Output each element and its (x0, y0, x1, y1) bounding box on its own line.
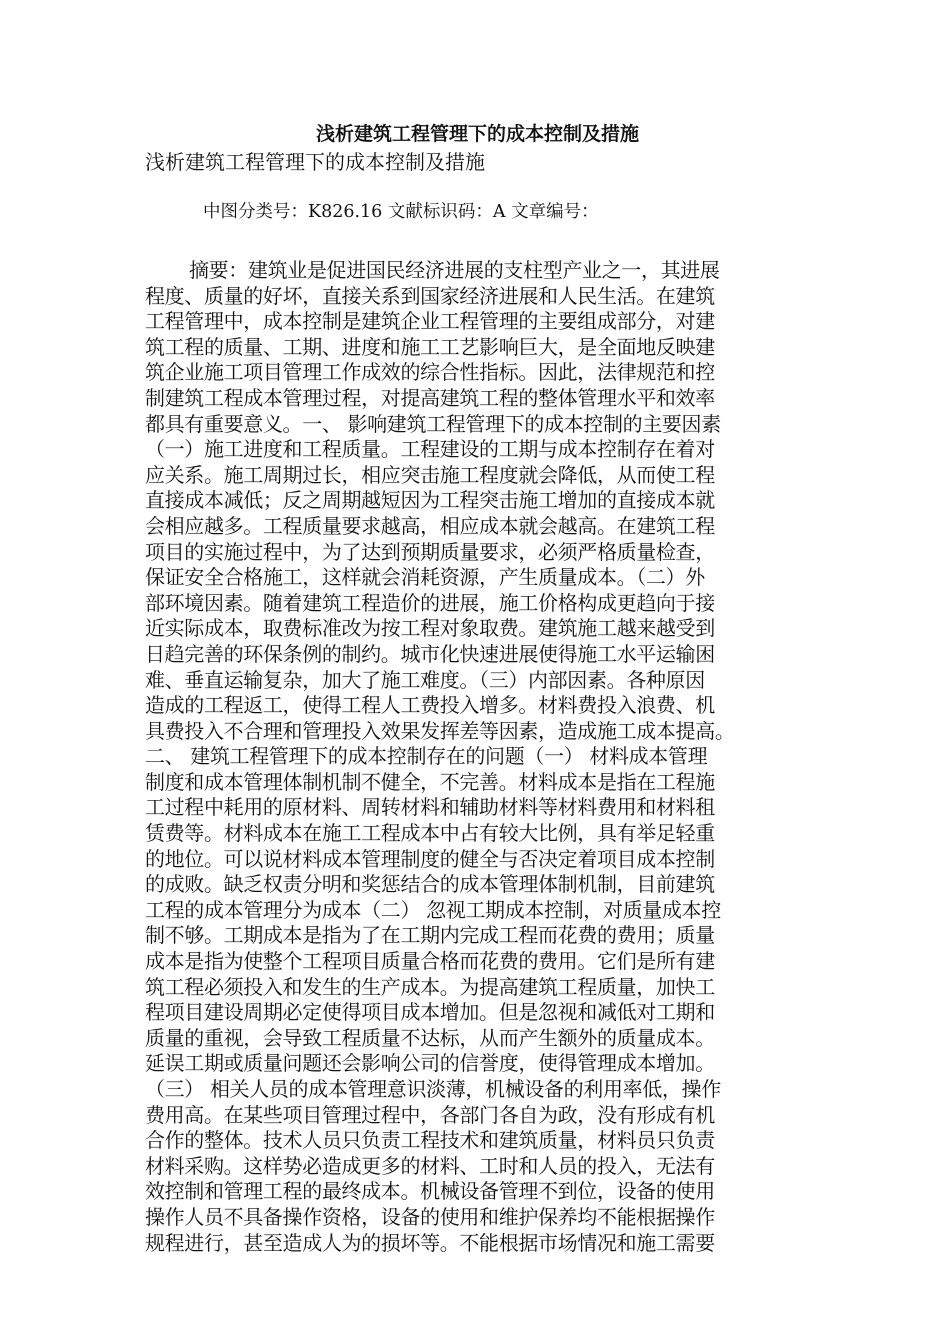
body-text-line: 二、 建筑工程管理下的成本控制存在的问题（一） 材料成本管理 (145, 744, 708, 769)
body-text-line: 保证安全合格施工，这样就会消耗资源，产生质量成本。（二）外 (145, 565, 705, 590)
body-text-line: 近实际成本，取费标准改为按工程对象取费。建筑施工越来越受到 (145, 616, 715, 641)
body-text-line: 费用高。在某些项目管理过程中，各部门各自为政，没有形成有机 (145, 1102, 715, 1127)
body-text-line: 造成的工程返工，使得工程人工费投入增多。材料费投入浪费、机 (145, 693, 715, 718)
body-text-line: 制度和成本管理体制机制不健全，不完善。材料成本是指在工程施 (145, 769, 715, 794)
body-text-line: 赁费等。材料成本在施工工程成本中占有较大比例，具有举足轻重 (145, 821, 715, 846)
body-text-line: 制建筑工程成本管理过程，对提高建筑工程的整体管理水平和效率 (145, 385, 715, 410)
body-text-line: 都具有重要意义。一、 影响建筑工程管理下的成本控制的主要因素 (145, 411, 721, 436)
body-text-line: 日趋完善的环保条例的制约。城市化快速进展使得施工水平运输困 (145, 641, 715, 666)
body-text-line: 工程的成本管理分为成本（二） 忽视工期成本控制，对质量成本控 (145, 897, 721, 922)
classification-line: 中图分类号：K826.16 文献标识码：A 文章编号： (203, 202, 599, 222)
body-text-line: 质量的重视，会导致工程质量不达标，从而产生额外的质量成本。 (145, 1025, 715, 1050)
body-text-line: （一）施工进度和工程质量。工程建设的工期与成本控制存在着对 (145, 437, 715, 462)
body-text-line: 工过程中耗用的原材料、周转材料和辅助材料等材料费用和材料租 (145, 795, 715, 820)
document-page (145, 120, 810, 1256)
body-text-line: 成本是指为使整个工程项目质量合格而花费的费用。它们是所有建 (145, 949, 715, 974)
body-text-line: 部环境因素。随着建筑工程造价的进展，施工价格构成更趋向于接 (145, 590, 715, 615)
body-text-line: 摘要：建筑业是促进国民经济进展的支柱型产业之一，其进展 (189, 258, 720, 282)
body-text-line: 会相应越多。工程质量要求越高，相应成本就会越高。在建筑工程 (145, 513, 715, 538)
body-text-line: 的成败。缺乏权责分明和奖惩结合的成本管理体制机制，目前建筑 (145, 872, 715, 897)
body-text-line: 程项目建设周期必定使得项目成本增加。但是忽视和减低对工期和 (145, 1000, 715, 1025)
body-text-line: 工程管理中，成本控制是建筑企业工程管理的主要组成部分，对建 (145, 309, 715, 334)
body-text-line: 筑企业施工项目管理工作成效的综合性指标。因此，法律规范和控 (145, 360, 715, 385)
body-text-line: 制不够。工期成本是指为了在工期内完成工程而花费的费用；质量 (145, 923, 715, 948)
body-text-line: 难、垂直运输复杂，加大了施工难度。（三）内部因素。各种原因 (145, 667, 705, 692)
body-text-line: 操作人员不具备操作资格，设备的使用和维护保养均不能根据操作 (145, 1204, 715, 1229)
body-text-line: 材料采购。这样势必造成更多的材料、工时和人员的投入，无法有 (145, 1153, 715, 1178)
body-text-line: 应关系。施工周期过长，相应突击施工程度就会降低，从而使工程 (145, 462, 715, 487)
body-text-line: 的地位。可以说材料成本管理制度的健全与否决定着项目成本控制 (145, 846, 715, 871)
body-text-line: 规程进行，甚至造成人为的损坏等。不能根据市场情况和施工需要 (145, 1230, 715, 1255)
abstract-body (145, 258, 810, 1256)
body-text-line: 程度、质量的好坏，直接关系到国家经济进展和人民生活。在建筑 (145, 283, 715, 308)
body-text-line: 效控制和管理工程的最终成本。机械设备管理不到位，设备的使用 (145, 1179, 715, 1204)
document-title: 浅析建筑工程管理下的成本控制及措施 (315, 123, 639, 145)
body-text-line: 筑工程必须投入和发生的生产成本。为提高建筑工程质量，加快工 (145, 974, 715, 999)
body-text-line: （三） 相关人员的成本管理意识淡薄，机械设备的利用率低，操作 (145, 1077, 721, 1101)
document-subtitle: 浅析建筑工程管理下的成本控制及措施 (145, 150, 485, 174)
body-text-line: 延误工期或质量问题还会影响公司的信誉度，使得管理成本增加。 (145, 1051, 715, 1076)
body-text-line: 直接成本减低；反之周期越短因为工程突击施工增加的直接成本就 (145, 488, 715, 513)
body-text-line: 筑工程的质量、工期、进度和施工工艺影响巨大，是全面地反映建 (145, 334, 715, 359)
body-text-line: 具费投入不合理和管理投入效果发挥差等因素，造成施工成本提高。 (145, 718, 735, 743)
body-text-line: 项目的实施过程中，为了达到预期质量要求，必须严格质量检查， (145, 539, 715, 564)
body-text-line: 合作的整体。技术人员只负责工程技术和建筑质量，材料员只负责 (145, 1128, 715, 1153)
